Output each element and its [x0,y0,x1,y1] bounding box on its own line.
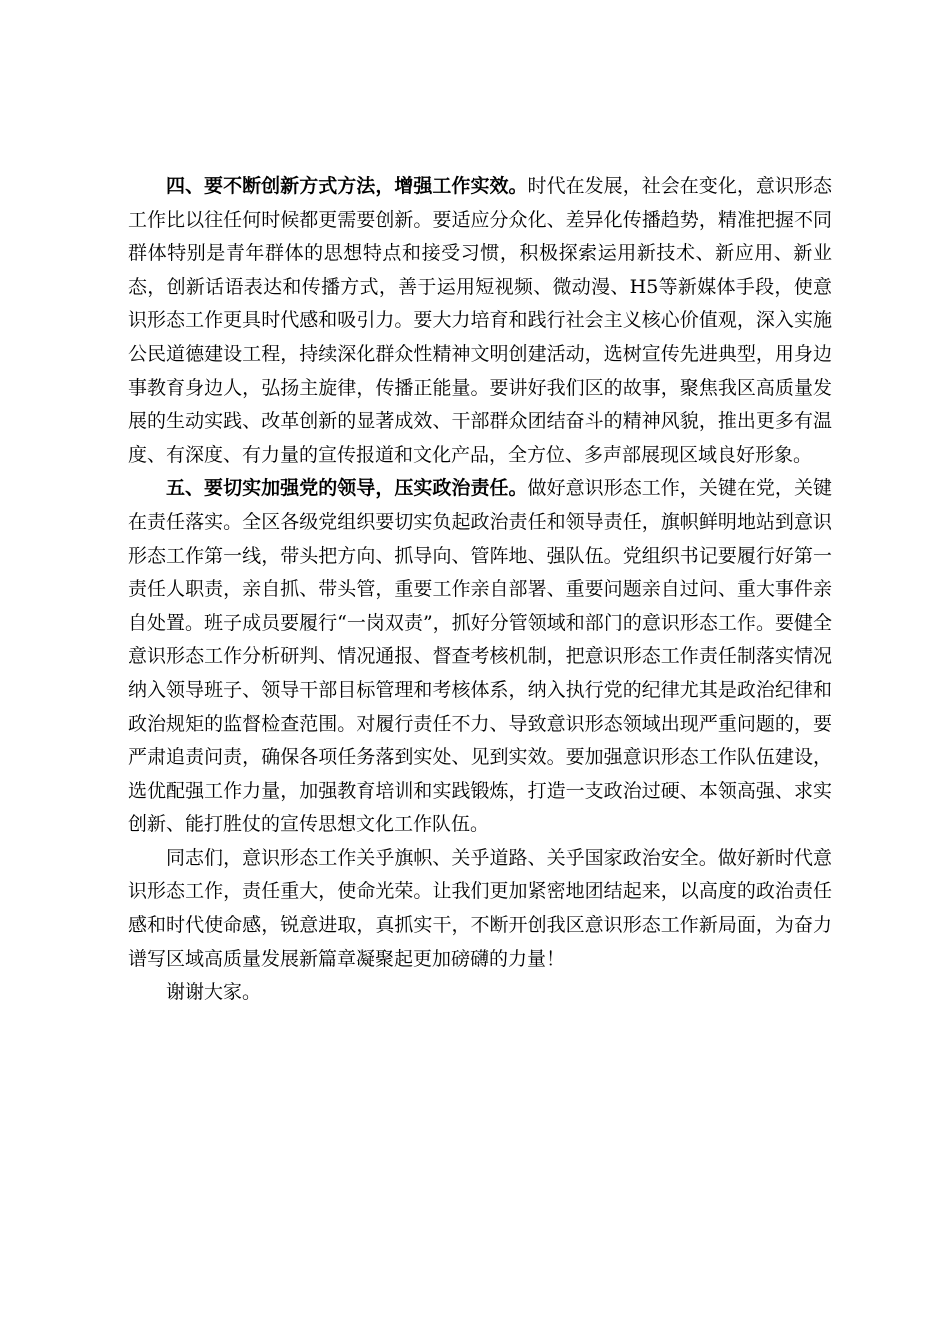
paragraph-body-party-leadership: 做好意识形态工作，关键在党，关键在责任落实。全区各级党组织要切实负起政治责任和领导责任，旗帜鲜明地站到意识形态工作第一线，带头把方向、抓导向、管阵地、强队伍。党组织书记要履行好第一责任人职责，亲自抓、带头管，重要工作亲自部署、重要问题亲自过问、重大事件亲自处置。班子成员要履行“一岗双责”，抓好分管领域和部门的意识形态工作。要健全意识形态工作分析研判、情况通报、督查考核机制，把意识形态工作责任制落实情况纳入领导班子、领导干部目标管理和考核体系，纳入执行党的纪律尤其是政治纪律和政治规矩的监督检查范围。对履行责任不力、导致意识形态领域出现严重问题的，要严肃追责问责，确保各项任务落到实处、见到实效。要加强意识形态工作队伍建设，选优配强工作力量，加强教育培训和实践锻炼，打造一支政治过硬、本领高强、求实创新、能打胜仗的宣传思想文化工作队伍。 [128,477,832,836]
paragraph-body-closing: 同志们，意识形态工作关乎旗帜、关乎道路、关乎国家政治安全。做好新时代意识形态工作，责任重大，使命光荣。让我们更加紧密地团结起来，以高度的政治责任感和时代使命感，锐意进取，真抓实干，不断开创我区意识形态工作新局面，为奋力谱写区域高质量发展新篇章凝聚起更加磅礴的力量！ [128,846,832,970]
paragraph-heading-party-leadership: 五、要切实加强党的领导，压实政治责任。 [166,477,528,500]
paragraph-party-leadership [128,472,832,842]
paragraph-body-thanks: 谢谢大家。 [166,981,262,1004]
document-page [128,170,832,1010]
paragraph-innovation [128,170,832,472]
paragraph-thanks [128,976,832,1010]
paragraph-body-innovation: 时代在发展，社会在变化，意识形态工作比以往任何时候都更需要创新。要适应分众化、差异化传播趋势，精准把握不同群体特别是青年群体的思想特点和接受习惯，积极探索运用新技术、新应用、新业态，创新话语表达和传播方式，善于运用短视频、微动漫、H5等新媒体手段，使意识形态工作更具时代感和吸引力。要大力培育和践行社会主义核心价值观，深入实施公民道德建设工程，持续深化群众性精神文明创建活动，选树宣传先进典型，用身边事教育身边人，弘扬主旋律，传播正能量。要讲好我们区的故事，聚焦我区高质量发展的生动实践、改革创新的显著成效、干部群众团结奋斗的精神风貌，推出更多有温度、有深度、有力量的宣传报道和文化产品，全方位、多声部展现区域良好形象。 [128,175,832,466]
paragraph-closing [128,842,832,976]
paragraph-heading-innovation: 四、要不断创新方式方法，增强工作实效。 [166,175,528,197]
